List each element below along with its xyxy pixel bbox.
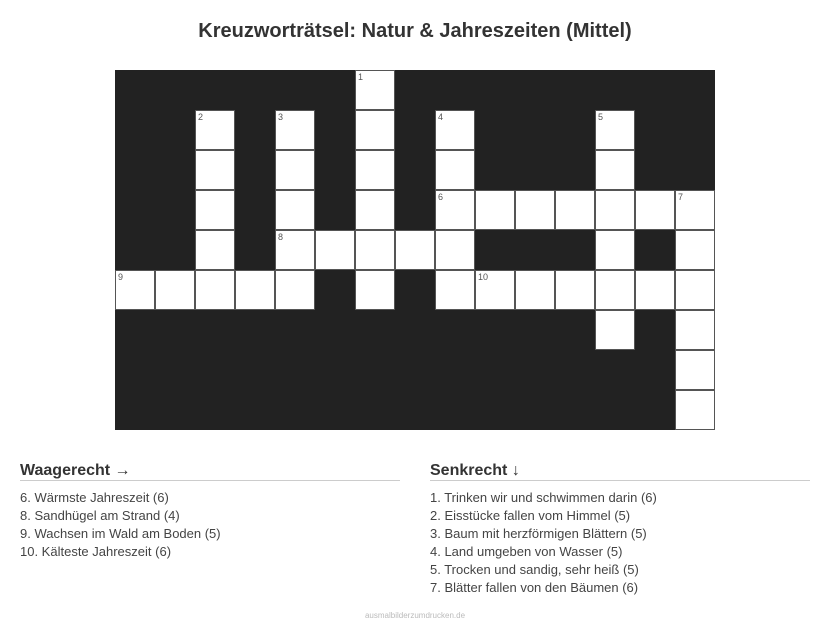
block-cell [435, 390, 475, 430]
block-cell [555, 70, 595, 110]
clue-number: 8 [278, 232, 284, 242]
clue-item: 5. Trocken und sandig, sehr heiß (5) [430, 562, 639, 577]
block-cell [115, 190, 155, 230]
answer-cell[interactable] [675, 350, 715, 390]
block-cell [635, 350, 675, 390]
block-cell [395, 150, 435, 190]
block-cell [435, 310, 475, 350]
answer-cell[interactable] [195, 270, 235, 310]
block-cell [515, 150, 555, 190]
block-cell [155, 110, 195, 150]
block-cell [195, 70, 235, 110]
block-cell [475, 390, 515, 430]
block-cell [475, 110, 515, 150]
block-cell [475, 310, 515, 350]
down-heading: Senkrecht ↓ [430, 462, 810, 481]
answer-cell[interactable] [355, 150, 395, 190]
block-cell [435, 350, 475, 390]
block-cell [555, 110, 595, 150]
crossword-grid [115, 70, 715, 430]
clue-item: 8. Sandhügel am Strand (4) [20, 508, 180, 523]
answer-cell[interactable] [595, 150, 635, 190]
block-cell [275, 310, 315, 350]
answer-cell[interactable] [115, 270, 155, 310]
block-cell [355, 350, 395, 390]
block-cell [555, 230, 595, 270]
answer-cell[interactable] [355, 110, 395, 150]
block-cell [115, 310, 155, 350]
block-cell [115, 150, 155, 190]
block-cell [195, 390, 235, 430]
block-cell [315, 310, 355, 350]
block-cell [155, 390, 195, 430]
block-cell [235, 350, 275, 390]
block-cell [315, 270, 355, 310]
block-cell [115, 110, 155, 150]
clue-number: 1 [358, 72, 364, 82]
answer-cell[interactable] [195, 150, 235, 190]
answer-cell[interactable] [395, 230, 435, 270]
block-cell [155, 70, 195, 110]
across-clues-panel [20, 462, 400, 561]
block-cell [115, 350, 155, 390]
block-cell [395, 190, 435, 230]
clue-number: 5 [598, 112, 604, 122]
block-cell [235, 190, 275, 230]
block-cell [235, 390, 275, 430]
block-cell [235, 70, 275, 110]
block-cell [635, 310, 675, 350]
clue-item: 10. Kälteste Jahreszeit (6) [20, 544, 172, 559]
down-clue-list [430, 489, 810, 597]
answer-cell[interactable] [435, 230, 475, 270]
block-cell [555, 350, 595, 390]
block-cell [235, 310, 275, 350]
answer-cell[interactable] [195, 190, 235, 230]
block-cell [315, 190, 355, 230]
block-cell [675, 150, 715, 190]
block-cell [155, 150, 195, 190]
block-cell [195, 350, 235, 390]
answer-cell[interactable] [595, 310, 635, 350]
clue-item: 2. Eisstücke fallen vom Himmel (5) [430, 508, 631, 523]
answer-cell[interactable] [595, 190, 635, 230]
answer-cell[interactable] [675, 230, 715, 270]
answer-cell[interactable] [275, 230, 315, 270]
clue-number: 6 [438, 192, 444, 202]
clue-item: 6. Wärmste Jahreszeit (6) [20, 490, 169, 505]
block-cell [155, 350, 195, 390]
block-cell [475, 70, 515, 110]
clue-number: 2 [198, 112, 204, 122]
answer-cell[interactable] [435, 150, 475, 190]
answer-cell[interactable] [355, 190, 395, 230]
block-cell [115, 70, 155, 110]
clue-item: 9. Wachsen im Wald am Boden (5) [20, 526, 221, 541]
block-cell [515, 390, 555, 430]
block-cell [675, 70, 715, 110]
block-cell [635, 230, 675, 270]
block-cell [555, 150, 595, 190]
block-cell [315, 350, 355, 390]
block-cell [515, 230, 555, 270]
answer-cell[interactable] [475, 270, 515, 310]
answer-cell[interactable] [355, 70, 395, 110]
down-clues-panel [430, 462, 810, 597]
block-cell [475, 150, 515, 190]
block-cell [595, 390, 635, 430]
answer-cell[interactable] [555, 270, 595, 310]
answer-cell[interactable] [675, 310, 715, 350]
answer-cell[interactable] [195, 230, 235, 270]
answer-cell[interactable] [155, 270, 195, 310]
clue-item: 7. Blätter fallen von den Bäumen (6) [430, 580, 639, 595]
block-cell [115, 390, 155, 430]
answer-cell[interactable] [435, 190, 475, 230]
block-cell [635, 150, 675, 190]
block-cell [395, 310, 435, 350]
answer-cell[interactable] [355, 270, 395, 310]
block-cell [595, 350, 635, 390]
clue-number: 4 [438, 112, 444, 122]
block-cell [315, 110, 355, 150]
block-cell [235, 110, 275, 150]
clue-item: 1. Trinken wir und schwimmen darin (6) [430, 490, 657, 505]
block-cell [395, 70, 435, 110]
answer-cell[interactable] [195, 110, 235, 150]
across-clue-list [20, 489, 400, 561]
across-heading: Waagerecht → [20, 462, 400, 481]
answer-cell[interactable] [555, 190, 595, 230]
block-cell [315, 390, 355, 430]
answer-cell[interactable] [275, 110, 315, 150]
answer-cell[interactable] [475, 190, 515, 230]
block-cell [675, 110, 715, 150]
block-cell [515, 310, 555, 350]
block-cell [475, 230, 515, 270]
block-cell [355, 390, 395, 430]
answer-cell[interactable] [675, 390, 715, 430]
clue-item: 3. Baum mit herzförmigen Blättern (5) [430, 526, 647, 541]
answer-cell[interactable] [515, 270, 555, 310]
block-cell [595, 70, 635, 110]
block-cell [515, 350, 555, 390]
answer-cell[interactable] [595, 110, 635, 150]
answer-cell[interactable] [595, 230, 635, 270]
answer-cell[interactable] [595, 270, 635, 310]
block-cell [555, 390, 595, 430]
answer-cell[interactable] [435, 270, 475, 310]
block-cell [635, 110, 675, 150]
block-cell [395, 110, 435, 150]
block-cell [235, 230, 275, 270]
block-cell [635, 390, 675, 430]
block-cell [395, 390, 435, 430]
block-cell [315, 150, 355, 190]
block-cell [515, 110, 555, 150]
block-cell [275, 390, 315, 430]
answer-cell[interactable] [235, 270, 275, 310]
clue-number: 9 [118, 272, 124, 282]
clue-number: 7 [678, 192, 684, 202]
clue-item: 4. Land umgeben von Wasser (5) [430, 544, 623, 559]
answer-cell[interactable] [275, 150, 315, 190]
block-cell [115, 230, 155, 270]
answer-cell[interactable] [355, 230, 395, 270]
block-cell [435, 70, 475, 110]
answer-cell[interactable] [275, 270, 315, 310]
block-cell [355, 310, 395, 350]
block-cell [275, 70, 315, 110]
answer-cell[interactable] [435, 110, 475, 150]
block-cell [155, 190, 195, 230]
answer-cell[interactable] [635, 270, 675, 310]
block-cell [555, 310, 595, 350]
block-cell [195, 310, 235, 350]
page-title: Kreuzworträtsel: Natur & Jahreszeiten (Mittel) [198, 20, 632, 42]
answer-cell[interactable] [275, 190, 315, 230]
block-cell [395, 270, 435, 310]
block-cell [315, 70, 355, 110]
block-cell [155, 310, 195, 350]
block-cell [155, 230, 195, 270]
block-cell [635, 70, 675, 110]
footer-credit: ausmalbilderzumdrucken.de [364, 611, 466, 620]
block-cell [235, 150, 275, 190]
answer-cell[interactable] [315, 230, 355, 270]
clue-number: 10 [478, 272, 489, 282]
answer-cell[interactable] [675, 190, 715, 230]
block-cell [395, 350, 435, 390]
block-cell [275, 350, 315, 390]
answer-cell[interactable] [675, 270, 715, 310]
clue-number: 3 [278, 112, 284, 122]
block-cell [475, 350, 515, 390]
block-cell [515, 70, 555, 110]
answer-cell[interactable] [635, 190, 675, 230]
answer-cell[interactable] [515, 190, 555, 230]
